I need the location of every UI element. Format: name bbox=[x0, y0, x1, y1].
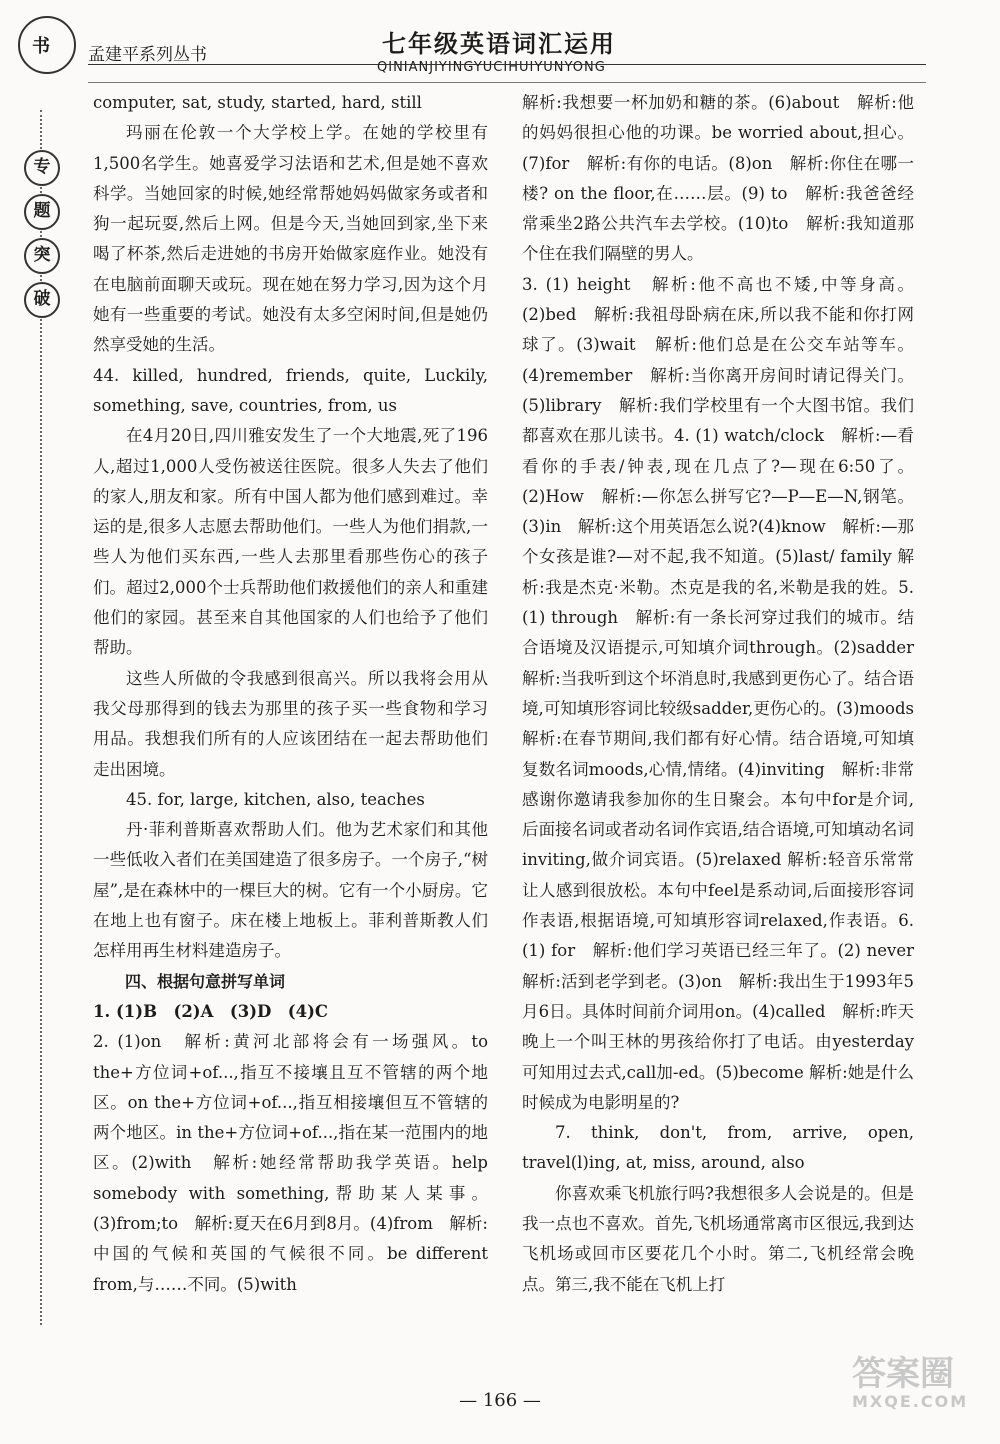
answer-line: 1. (1)B (2)A (3)D (4)C bbox=[93, 1001, 329, 1021]
answer-explanation: 解析:我想要一杯加奶和糖的茶。(6)about 解析:他的妈妈很担心他的功课。be worried about,担心。(7)for 解析:有你的电话。(8)on 解析:你住在哪一楼? on the floor,在……层。(9) to 解析:我爸爸经常乘坐2路公共汽车去学校。(10)to 解析:我知道那个住在我们隔壁的男人。 bbox=[522, 93, 914, 264]
translation-paragraph: 你喜欢乘飞机旅行吗?我想很多人会说是的。但是我一点也不喜欢。首先,飞机场通常离市区很远,我到达飞机场或回市区要花几个小时。第二,飞机经常会晚点。第三,我不能在飞机上打 bbox=[522, 1183, 914, 1294]
side-tab-char: 突 bbox=[24, 238, 60, 274]
translation-paragraph: 在4月20日,四川雅安发生了一个大地震,死了196人,超过1,000人受伤被送往医院。很多人失去了他们的家人,朋友和家。所有中国人都为他们感到难过。幸运的是,很多人志愿去帮助他们。一些人为他们捐款,一些人为他们买东西,一些人去那里看那些伤心的孩子们。超过2,000个士兵帮助他们救援他们的亲人和重建他们的家园。甚至来自其他国家的人们也给予了他们帮助。 bbox=[93, 426, 488, 658]
answer-explanation: 2. (1)on 解析:黄河北部将会有一场强风。to the+方位词+of...,指互不接壤且互不管辖的两个地区。on the+方位词+of...,指互相接壤但互不管辖的两个地区。in the+方位词+of...,指在某一范围内的地区。(2)with 解析:她经常帮助我学英语。help somebody with something,帮助某人某事。(3)from;to 解析:夏天在6月到8月。(4)from 解析:中国的气候和英国的气候很不同。be different from,与……不同。(5)with bbox=[93, 1032, 488, 1294]
answer-words: computer, sat, study, started, hard, still bbox=[93, 93, 422, 112]
translation-paragraph: 丹·菲利普斯喜欢帮助人们。他为艺术家们和其他一些低收入者们在美国建造了很多房子。一个房子,“树屋”,是在森林中的一棵巨大的树。它有一个小厨房。它在地上也有窗子。床在楼上地板上。菲利普斯教人们怎样用再生材料建造房子。 bbox=[93, 820, 488, 961]
watermark-logo: 答案圈 MXQE.COM bbox=[852, 1354, 969, 1411]
publisher-logo: 书 bbox=[18, 16, 76, 74]
translation-paragraph: 这些人所做的令我感到很高兴。所以我将会用从我父母那得到的钱去为那里的孩子买一些食物和学习用品。我想我们所有的人应该团结在一起去帮助他们走出困境。 bbox=[93, 668, 488, 779]
series-name: 孟建平系列丛书 bbox=[88, 45, 207, 65]
header-rule-lower bbox=[88, 82, 926, 83]
book-title: 七年级英语词汇运用 bbox=[382, 29, 616, 58]
answer-words: 44. killed, hundred, friends, quite, Luckily, something, save, countries, from, us bbox=[93, 365, 488, 415]
side-tab-char: 题 bbox=[24, 194, 60, 230]
header-rule bbox=[88, 64, 926, 65]
answer-words: 7. think, don't, from, arrive, open, travel(l)ing, at, miss, around, also bbox=[522, 1123, 914, 1173]
answer-explanation: 3. (1) height 解析:他不高也不矮,中等身高。(2)bed 解析:我祖母卧病在床,所以我不能和你打网球了。(3)wait 解析:他们总是在公交车站等车。(4)remember 解析:当你离开房间时请记得关门。(5)library 解析:我们学校里有一个大图书馆。我们都喜欢在那儿读书。4. (1) watch/clock 解析:—看看你的手表/钟表,现在几点了?—现在6:50了。(2)How 解析:—你怎么拼写它?—P—E—N,钢笔。(3)in 解析:这个用英语怎么说?(4)know 解析:—那个女孩是谁?—对不起,我不知道。(5)last/ family 解析:我是杰克·米勒。杰克是我的名,米勒是我的姓。5. (1) through 解析:有一条长河穿过我们的城市。结合语境及汉语提示,可知填介词through。(2)sadder 解析:当我听到这个坏消息时,我感到更伤心了。结合语境,可知填形容词比较级sadder,更伤心的。(3)moods 解析:在春节期间,我们都有好心情。结合语境,可知填复数名词moods,心情,情绪。(4)inviting 解析:非常感谢你邀请我参加你的生日聚会。本句中for是介词,后面接名词或者动名词作宾语,结合语境,可知填动名词inviting,做介词宾语。(5)relaxed 解析:轻音乐常常让人感到很放松。本句中feel是系动词,后面接形容词作表语,根据语境,可知填形容词relaxed,作表语。6. (1) for 解析:他们学习英语已经三年了。(2) never 解析:活到老学到老。(3)on 解析:我出生于1993年5月6日。具体时间前介词用on。(4)called 解析:昨天晚上一个叫王林的男孩给你打了电话。由yesterday可知用过去式,call加-ed。(5)become 解析:她是什么时候成为电影明星的? bbox=[522, 274, 931, 1112]
left-column bbox=[93, 88, 488, 1300]
page-number: — 166 — bbox=[459, 1390, 541, 1411]
book-title-pinyin: QINIANJIYINGYUCIHUIYUNYONG bbox=[377, 60, 606, 75]
page-header bbox=[0, 0, 1000, 86]
section-heading: 四、根据句意拼写单词 bbox=[125, 971, 286, 991]
side-tab-char: 破 bbox=[24, 282, 60, 318]
side-tab-char: 专 bbox=[24, 150, 60, 186]
translation-paragraph: 玛丽在伦敦一个大学校上学。在她的学校里有1,500名学生。她喜爱学习法语和艺术,但是她不喜欢科学。当她回家的时候,她经常帮她妈妈做家务或者和狗一起玩耍,然后上网。但是今天,当她回到家,坐下来喝了杯茶,然后走进她的书房开始做家庭作业。她没有在电脑前面聊天或玩。现在她在努力学习,因为这个月她有一些重要的考试。她没有太多空闲时间,但是她仍然享受她的生活。 bbox=[93, 123, 488, 355]
right-column bbox=[522, 88, 931, 1300]
answer-words: 45. for, large, kitchen, also, teaches bbox=[126, 789, 425, 809]
